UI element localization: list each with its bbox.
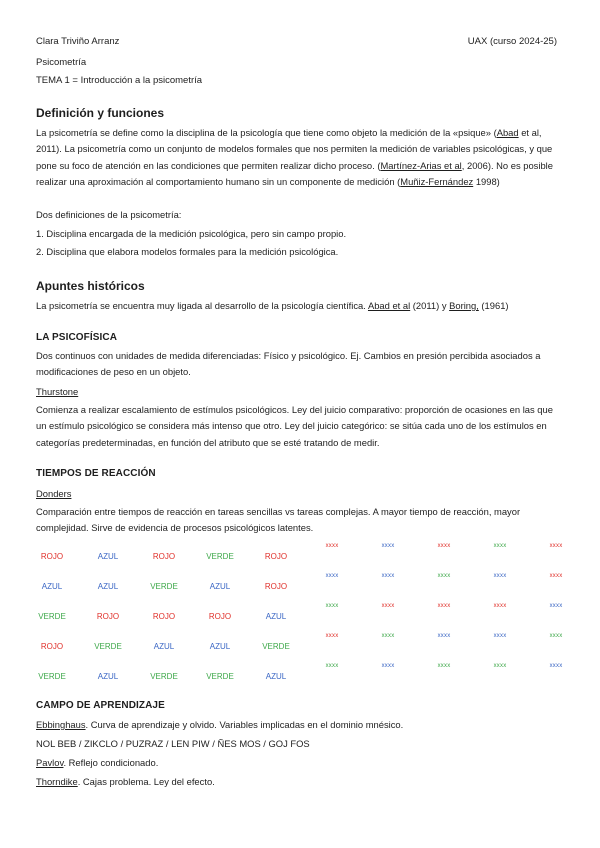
thurstone-paragraph: Comienza a realizar escalamiento de estímulos psicológicos. Ley del juicio comparativo: proporción de ocasiones en las que un estímulo psicológico se considera más intenso que otro. Ley del juicio categórico: se sitúa cada uno de los estímulos en categorías predeterminadas, en función del atributo que se esté tratando de medir. — [36, 404, 553, 448]
stroop-xxxx-cell: xxxx — [437, 543, 451, 549]
stroop-word-cell: ROJO — [40, 551, 64, 561]
stroop-word-cell: VERDE — [38, 671, 66, 681]
ebbinghaus-link[interactable]: Ebbinghaus — [36, 719, 86, 730]
stroop-xxxx-cell: xxxx — [325, 633, 339, 639]
stroop-word-cell: AZUL — [209, 581, 231, 591]
stroop-xxxx-cell: xxxx — [437, 663, 451, 669]
stroop-xxxx-cell: xxxx — [549, 573, 563, 579]
stroop-xxxx-cell: xxxx — [549, 663, 563, 669]
stroop-xxxx-cell: xxxx — [493, 543, 507, 549]
text-run: , 2006). No es posible realizar una aproximación al comportamiento humano sin un componente de medición ( — [36, 159, 553, 188]
historicos-paragraph — [36, 298, 564, 314]
page-header — [36, 36, 557, 47]
thurstone-link[interactable]: Thurstone — [36, 386, 79, 397]
stroop-word-cell: ROJO — [40, 641, 64, 651]
thorndike-link[interactable]: Thorndike — [36, 776, 78, 787]
citation-link[interactable]: Muñiz-Fernández — [400, 176, 474, 188]
pavlov-paragraph — [36, 755, 564, 771]
section-title-tiempos: TIEMPOS DE REACCIÓN — [36, 468, 156, 479]
stroop-word-cell: AZUL — [41, 581, 63, 591]
stroop-word-cell: ROJO — [264, 581, 288, 591]
thorndike-paragraph — [36, 774, 564, 790]
stroop-xxxx-cell: xxxx — [437, 633, 451, 639]
stroop-word-cell: AZUL — [97, 551, 119, 561]
stroop-xxxx-cell: xxxx — [493, 603, 507, 609]
stroop-word-cell: VERDE — [262, 641, 290, 651]
stroop-xxxx-cell: xxxx — [437, 573, 451, 579]
stroop-word-cell: AZUL — [265, 671, 287, 681]
syllables-line: NOL BEB / ZIKCLO / PUZRAZ / LEN PIW / ÑES MOS / GOJ FOS — [36, 738, 310, 749]
stroop-word-cell: ROJO — [96, 611, 120, 621]
stroop-xxxx-cell: xxxx — [325, 573, 339, 579]
stroop-xxxx-cell: xxxx — [549, 633, 563, 639]
stroop-xxxx-cell: xxxx — [381, 543, 395, 549]
stroop-xxxx-cell: xxxx — [549, 543, 563, 549]
stroop-word-cell: ROJO — [264, 551, 288, 561]
text-run: . Curva de aprendizaje y olvido. Variables implicadas en el dominio mnésico. — [85, 719, 404, 730]
citation-link[interactable]: Boring, — [449, 300, 479, 311]
definitions-intro: Dos definiciones de la psicometría: — [36, 209, 182, 220]
pavlov-link[interactable]: Pavlov — [36, 757, 64, 768]
definition-item-1: 1. Disciplina encargada de la medición psicológica, pero sin campo propio. — [36, 228, 347, 239]
citation-link[interactable]: Abad — [496, 127, 519, 138]
stroop-word-cell: VERDE — [38, 611, 66, 621]
stroop-xxxx-cell: xxxx — [493, 573, 507, 579]
stroop-table — [24, 541, 584, 691]
stroop-xxxx-cell: xxxx — [381, 633, 395, 639]
donders-link[interactable]: Donders — [36, 488, 72, 499]
ebbinghaus-paragraph — [36, 717, 564, 733]
stroop-word-cell: VERDE — [150, 671, 178, 681]
stroop-xxxx-cell: xxxx — [549, 603, 563, 609]
stroop-xxxx-cell: xxxx — [325, 543, 339, 549]
course-label: UAX (curso 2024-25) — [467, 36, 557, 47]
stroop-row — [24, 601, 584, 631]
text-run: (1961) — [478, 300, 509, 311]
author-name: Clara Triviño Arranz — [36, 36, 120, 47]
definition-item-2: 2. Disciplina que elabora modelos formales para la medición psicológica. — [36, 246, 339, 257]
text-run: La psicometría se encuentra muy ligada al desarrollo de la psicología científica. — [36, 300, 368, 311]
stroop-word-cell: VERDE — [150, 581, 178, 591]
stroop-xxxx-cell: xxxx — [381, 663, 395, 669]
stroop-word-cell: VERDE — [94, 641, 122, 651]
citation-link[interactable]: Martínez-Arias et al — [380, 159, 462, 171]
text-run: 1998) — [473, 176, 500, 188]
definition-paragraph — [36, 125, 564, 191]
text-run: (2011) y — [410, 300, 450, 311]
stroop-xxxx-cell: xxxx — [325, 663, 339, 669]
citation-link[interactable]: Abad et al — [367, 300, 411, 311]
section-title-historicos: Apuntes históricos — [36, 279, 145, 293]
text-run: . Reflejo condicionado. — [63, 757, 159, 768]
stroop-xxxx-cell: xxxx — [493, 663, 507, 669]
donders-paragraph: Comparación entre tiempos de reacción en tareas sencillas vs tareas complejas. A mayor tiempo de reacción, mayor complejidad. Sirve de evidencia de procesos psicológicos latentes. — [36, 506, 521, 534]
section-title-aprendizaje: CAMPO DE APRENDIZAJE — [36, 700, 165, 711]
stroop-xxxx-cell: xxxx — [325, 603, 339, 609]
text-run: . Cajas problema. Ley del efecto. — [77, 776, 215, 787]
psicofisica-paragraph: Dos continuos con unidades de medida diferenciadas: Físico y psicológico. Ej. Cambios en presión percibida asociados a modificaciones de peso en un objeto. — [36, 350, 541, 378]
section-title-definicion: Definición y funciones — [36, 106, 165, 120]
stroop-row — [24, 571, 584, 601]
stroop-word-cell: AZUL — [153, 641, 175, 651]
stroop-word-cell: VERDE — [206, 551, 234, 561]
stroop-word-cell: AZUL — [97, 581, 119, 591]
stroop-word-cell: ROJO — [208, 611, 232, 621]
topic-label: TEMA 1 = Introducción a la psicometría — [36, 75, 203, 86]
stroop-row — [24, 661, 584, 691]
stroop-word-cell: AZUL — [97, 671, 119, 681]
subject-label: Psicometría — [36, 57, 87, 68]
stroop-word-cell: AZUL — [209, 641, 231, 651]
stroop-xxxx-cell: xxxx — [381, 603, 395, 609]
stroop-xxxx-cell: xxxx — [437, 603, 451, 609]
stroop-word-cell: ROJO — [152, 551, 176, 561]
stroop-word-cell: AZUL — [265, 611, 287, 621]
stroop-row — [24, 631, 584, 661]
stroop-xxxx-cell: xxxx — [493, 633, 507, 639]
text-run: La psicometría se define como la disciplina de la psicología que tiene como objeto la medición de la «psique» ( — [36, 127, 497, 138]
stroop-word-cell: ROJO — [152, 611, 176, 621]
stroop-xxxx-cell: xxxx — [381, 573, 395, 579]
section-title-psicofisica: LA PSICOFÍSICA — [36, 332, 118, 343]
stroop-row — [24, 541, 584, 571]
text-run: et al, 2011). La psicometría como un conjunto de modelos formales que nos permiten la medición de variables psicológicas, y que pone su foco de atención en las condiciones que permiten realizar dicho proceso. ( — [36, 127, 553, 171]
stroop-word-cell: VERDE — [206, 671, 234, 681]
